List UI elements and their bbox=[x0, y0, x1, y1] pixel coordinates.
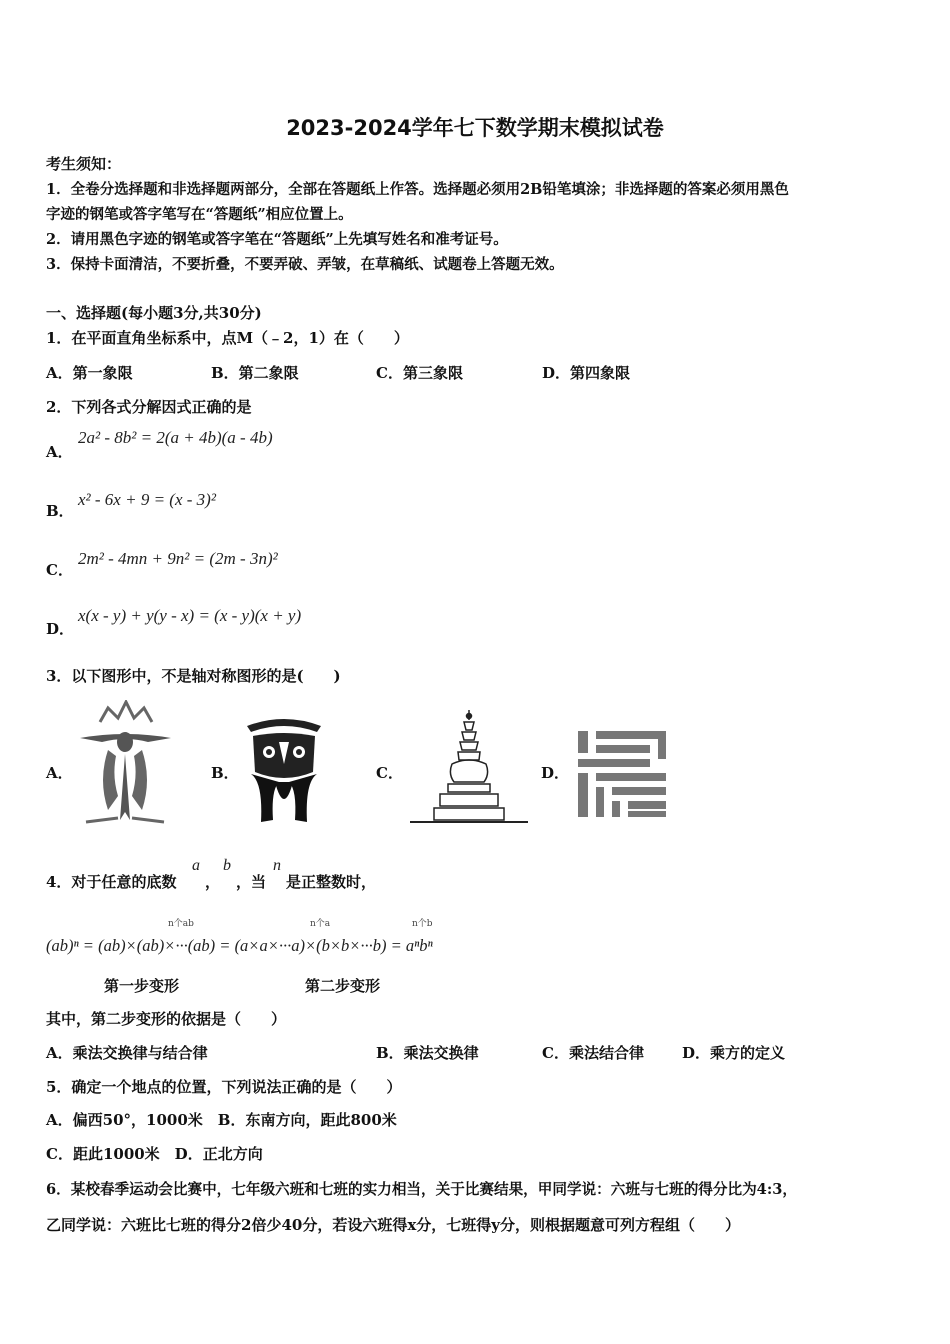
notice-line-1b: 字迹的钢笔或答字笔写在“答题纸”相应位置上。 bbox=[46, 206, 353, 223]
opera-mask-figure bbox=[243, 712, 325, 824]
q4-brace-label-3: n个b bbox=[412, 919, 433, 929]
q4-tail: 是正整数时， bbox=[286, 873, 377, 891]
q3-stem: 3．以下图形中，不是轴对称图形的是( ) bbox=[46, 667, 341, 685]
q4-var-b: b bbox=[223, 857, 231, 874]
q1-option-b: B．第二象限 bbox=[211, 364, 299, 382]
q2-label-d: D． bbox=[46, 620, 75, 638]
q4-var-n: n bbox=[273, 857, 281, 874]
q5-options-ab: A．偏西50°，1000米 B．东南方向，距此800米 bbox=[46, 1111, 397, 1129]
notice-line-1a: 1．全卷分选择题和非选择题两部分，全部在答题纸上作答。选择题必须用2B铅笔填涂；非选择题的答案必须用黑色 bbox=[46, 181, 789, 198]
notice-heading: 考生须知： bbox=[46, 155, 122, 173]
notice-line-2: 2．请用黑色字迹的钢笔或答字笔在“答题纸”上先填写姓名和准考证号。 bbox=[46, 231, 508, 248]
q4-brace-label-2: n个a bbox=[310, 919, 331, 929]
q5-options-cd: C．距此1000米 D．正北方向 bbox=[46, 1145, 263, 1163]
q1-option-c: C．第三象限 bbox=[376, 364, 463, 382]
q2-stem: 2．下列各式分解因式正确的是 bbox=[46, 398, 252, 416]
q4-question: 其中，第二步变形的依据是（ ） bbox=[46, 1010, 287, 1028]
q2-label-c: C． bbox=[46, 561, 73, 579]
q6-line-1: 6．某校春季运动会比赛中，七年级六班和七班的实力相当，关于比赛结果，甲同学说：六班与七班的得分比为4:3， bbox=[46, 1181, 797, 1198]
q1-option-d: D．第四象限 bbox=[542, 364, 631, 382]
maze-pattern-figure bbox=[574, 727, 670, 823]
q2-option-a: 2a² - 8b² = 2(a + 4b)(a - 4b) bbox=[78, 428, 273, 447]
page-title: 2023-2024学年七下数学期末模拟试卷 bbox=[286, 116, 664, 140]
q1-option-a: A．第一象限 bbox=[46, 364, 133, 382]
q4-step-2: 第二步变形 bbox=[305, 977, 381, 995]
q4-option-d: D．乘方的定义 bbox=[682, 1044, 786, 1062]
q6-line-2: 乙同学说：六班比七班的得分2倍少40分，若设六班得x分，七班得y分，则根据题意可列方程组（ ） bbox=[46, 1216, 740, 1234]
q4-option-a: A．乘法交换律与结合律 bbox=[46, 1044, 208, 1062]
q3-label-b: B． bbox=[211, 764, 239, 782]
bird-emblem-figure bbox=[78, 700, 173, 826]
q2-option-d: x(x - y) + y(y - x) = (x - y)(x + y) bbox=[78, 606, 302, 625]
section-heading: 一、选择题(每小题3分,共30分) bbox=[46, 304, 262, 322]
q4-brace-label-1: n个ab bbox=[168, 919, 194, 929]
q4-when: ，当 bbox=[236, 873, 267, 891]
q3-label-a: A． bbox=[46, 764, 73, 782]
q4-var-a: a bbox=[192, 857, 200, 874]
q5-stem: 5．确定一个地点的位置，下列说法正确的是（ ） bbox=[46, 1078, 402, 1096]
q2-option-b: x² - 6x + 9 = (x - 3)² bbox=[78, 490, 216, 509]
q4-formula: (ab)ⁿ = (ab)×(ab)×···(ab) = (a×a×···a)×(b×b×···b) = aⁿbⁿ bbox=[46, 936, 433, 955]
q4-option-c: C．乘法结合律 bbox=[542, 1044, 644, 1062]
q2-label-a: A． bbox=[46, 443, 73, 461]
q4-option-b: B．乘法交换律 bbox=[376, 1044, 479, 1062]
pagoda-figure bbox=[408, 708, 530, 826]
q4-separator: ， bbox=[205, 873, 221, 891]
q1-stem: 1．在平面直角坐标系中，点M（﹣2，1）在（ ） bbox=[46, 329, 409, 347]
q2-label-b: B． bbox=[46, 502, 74, 520]
q4-step-1: 第一步变形 bbox=[104, 977, 180, 995]
q2-option-c: 2m² - 4mn + 9n² = (2m - 3n)² bbox=[78, 549, 278, 568]
q3-label-d: D． bbox=[541, 764, 570, 782]
q3-label-c: C． bbox=[376, 764, 403, 782]
q4-stem: 4．对于任意的底数 bbox=[46, 873, 177, 891]
notice-line-3: 3．保持卡面清洁，不要折叠，不要弄破、弄皱，在草稿纸、试题卷上答题无效。 bbox=[46, 256, 564, 273]
